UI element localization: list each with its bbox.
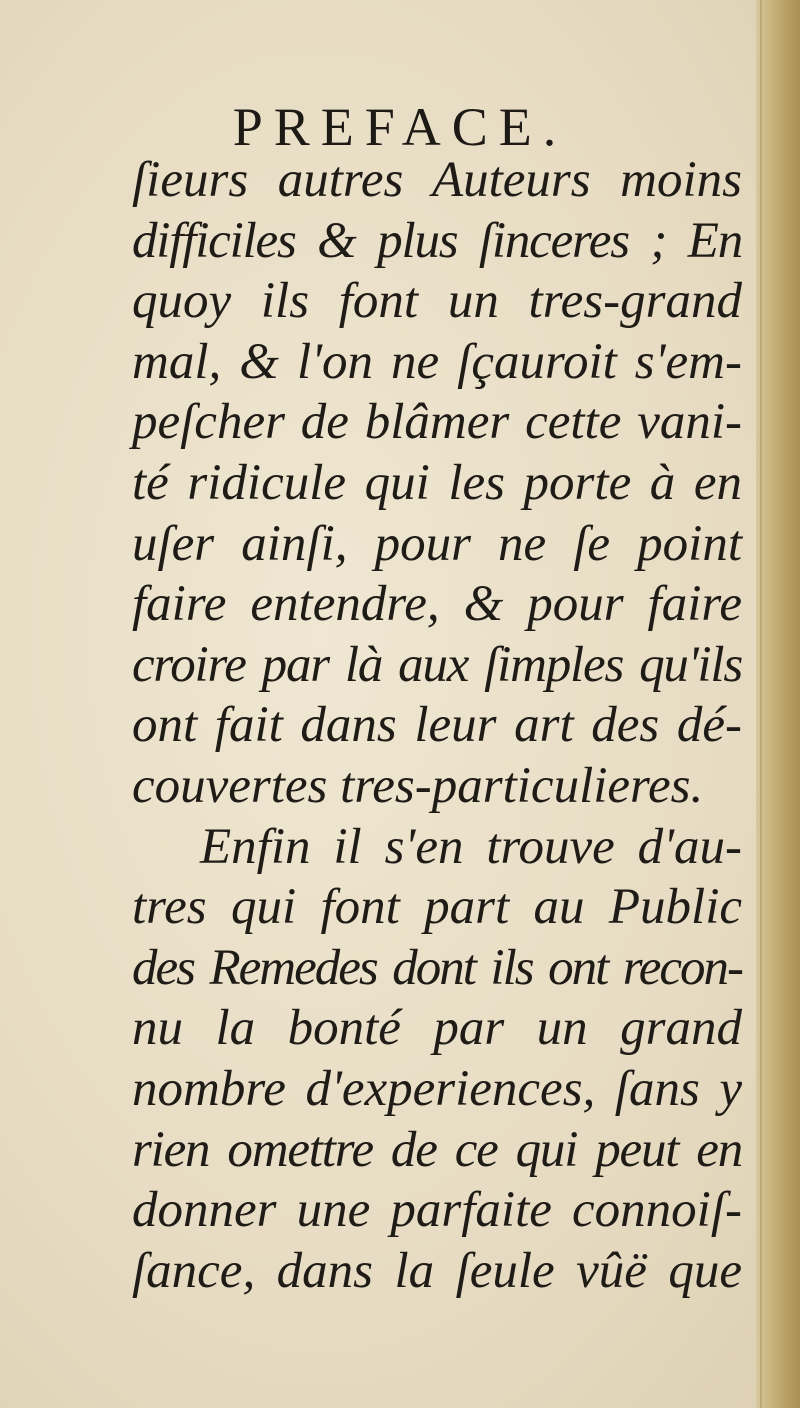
text-line: couvertes tres-particulieres. (132, 757, 704, 814)
text-line: tres qui font part au Public (132, 879, 742, 936)
text-line: difficiles & plus ſinceres ; En (132, 212, 742, 269)
text-line: rien omettre de ce qui peut en (132, 1121, 742, 1178)
text-line: quoy ils font un tres-grand (132, 273, 742, 330)
text-line: peſcher de blâmer cette vani- (132, 394, 742, 451)
text-line: donner une parfaite connoiſ- (132, 1182, 742, 1239)
page-gutter-shadow (756, 0, 800, 1408)
text-line: uſer ainſi, pour ne ſe point (132, 515, 742, 572)
running-head: PREFACE. (232, 97, 568, 157)
body-text (132, 150, 742, 1301)
text-line: nombre d'experiences, ſans y (132, 1060, 742, 1117)
text-line: croire par là aux ſimples qu'ils (132, 636, 742, 693)
text-line: nu la bonté par un grand (132, 1000, 742, 1057)
text-line: ſance, dans la ſeule vûë que (132, 1242, 742, 1299)
text-line: mal, & l'on ne ſçauroit s'em- (132, 333, 742, 390)
page-edge-line (760, 0, 762, 1408)
text-line: té ridicule qui les porte à en (132, 454, 742, 511)
text-line: ſieurs autres Auteurs moins (132, 152, 742, 208)
text-line: faire entendre, & pour faire (132, 576, 742, 633)
text-line: Enfin il s'en trouve d'au- (200, 818, 742, 875)
text-line: ont fait dans leur art des dé- (132, 697, 742, 754)
text-line: des Remedes dont ils ont recon- (132, 939, 742, 996)
